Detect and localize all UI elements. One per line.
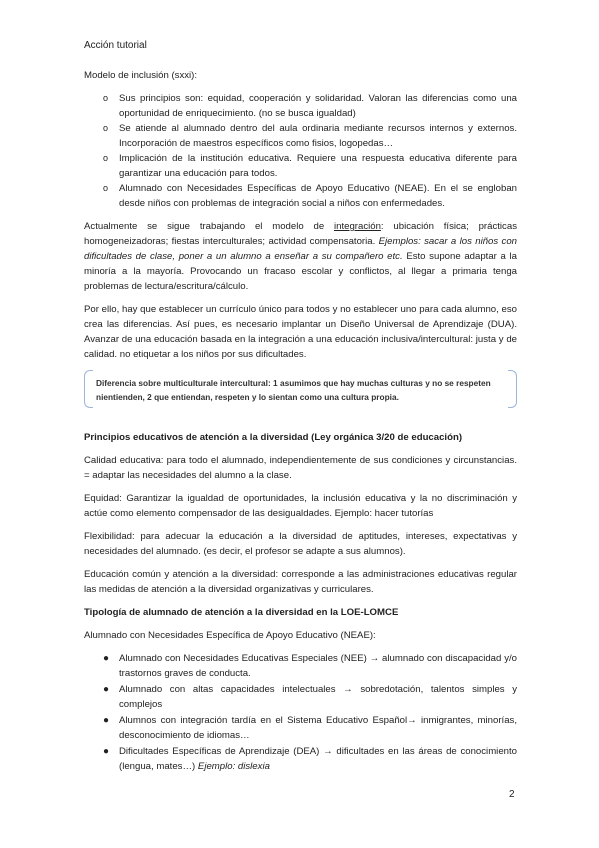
circle-bullet-icon: o	[103, 183, 109, 193]
list-item: o Alumnado con Necesidades Específicas de Apoyo Educativo (NEAE). En el se engloban desde niños con problemas de integración social a niños con enfermedades.	[103, 183, 517, 209]
disc-bullet-icon: ●	[103, 746, 110, 757]
paragraph-common-education: Educación común y atención a la diversidad: corresponde a las administraciones educativas regular las medidas de atención a la diversidad organizativas y curriculares.	[84, 569, 517, 595]
section-title-typology: Tipología de alumnado de atención a la diversidad en la LOE-LOMCE	[84, 607, 399, 618]
callout-box: Diferencia sobre multiculturale intercultural: 1 asumimos que hay muchas culturas y no se respeten nientienden, 2 que entiendan, respeten y lo sientan como una cultura propia.	[84, 370, 517, 408]
section-title-inclusion: Modelo de inclusión (sxxi):	[84, 70, 198, 81]
circle-bullet-icon: o	[103, 153, 109, 163]
paragraph-quality: Calidad educativa: para todo el alumnado, independientemente de sus condiciones y circunstancias. = adaptar las necesidades del alumno a la clase.	[84, 455, 517, 481]
inclusion-list	[84, 91, 517, 211]
paragraph-equity: Equidad: Garantizar la igualdad de oportunidades, la inclusión educativa y la no discriminación y actúe como elemento compensador de las desigualdades. Ejemplo: hacer tutorías	[84, 493, 517, 519]
list-item: ● Alumnos con integración tardía en el Sistema Educativo Español→ inmigrantes, minorías, desconocimiento de idiomas…	[103, 715, 517, 741]
list-item: o Se atiende al alumnado dentro del aula ordinaria mediante recursos internos y externos. Incorporación de maestros específicos como fisios, logopedas…	[103, 123, 517, 149]
paragraph-neae-intro: Alumnado con Necesidades Específica de Apoyo Educativo (NEAE):	[84, 630, 376, 641]
section-title-principles: Principios educativos de atención a la diversidad (Ley orgánica 3/20 de educación)	[84, 432, 463, 443]
typology-list	[84, 651, 517, 774]
paragraph-dua: Por ello, hay que establecer un currículo único para todos y no establecer uno para cada alumno, eso crea las diferencias. Así pues, es necesario implantar un Diseño Universal de Aprendizaje (DUA). Avanzar de una educación basada en la integración a una educación inclusiva/intercultural: justa y de calidad. no etiquetar a los niños por sus dificultades.	[84, 304, 517, 360]
list-item: o Implicación de la institución educativa. Requiere una respuesta educativa diferente para garantizar una educación para todos.	[103, 153, 517, 179]
page-content	[84, 68, 517, 782]
paragraph-flexibility: Flexibilidad: para adecuar la educación a la diversidad de aptitudes, intereses, expectativas y necesidades del alumnado. (es decir, el profesor se adapte a sus alumnos).	[84, 531, 517, 557]
disc-bullet-icon: ●	[103, 653, 110, 664]
paragraph-integration: Actualmente se sigue trabajando el modelo de integración: ubicación física; prácticas homogeneizadoras; fiestas interculturales; actividad compensatoria. Ejemplos: sacar a los niños con dificultades de clase, poner a un alumno a enseñar a su compañero etc. Esto supone adaptar a la minoría a la mayoría. Provocando un fracaso escolar y conflictos, al llegar a primaria tenga problemas de lectura/escritura/cálculo.	[84, 221, 517, 292]
disc-bullet-icon: ●	[103, 715, 110, 726]
page-number: 2	[509, 789, 515, 800]
disc-bullet-icon: ●	[103, 684, 110, 695]
list-item: ● Dificultades Específicas de Aprendizaje (DEA) → dificultades en las áreas de conocimiento (lengua, mates…) Ejemplo: dislexia	[103, 746, 517, 772]
list-item: ● Alumnado con altas capacidades intelectuales → sobredotación, talentos simples y complejos	[103, 684, 517, 710]
circle-bullet-icon: o	[103, 93, 109, 103]
list-item: ● Alumnado con Necesidades Educativas Especiales (NEE) → alumnado con discapacidad y/o trastornos graves de conducta.	[103, 653, 517, 679]
circle-bullet-icon: o	[103, 123, 109, 133]
list-item: o Sus principios son: equidad, cooperación y solidaridad. Valoran las diferencias como una oportunidad de enriquecimiento. (no se busca igualdad)	[103, 93, 517, 119]
page-header: Acción tutorial	[84, 40, 147, 51]
